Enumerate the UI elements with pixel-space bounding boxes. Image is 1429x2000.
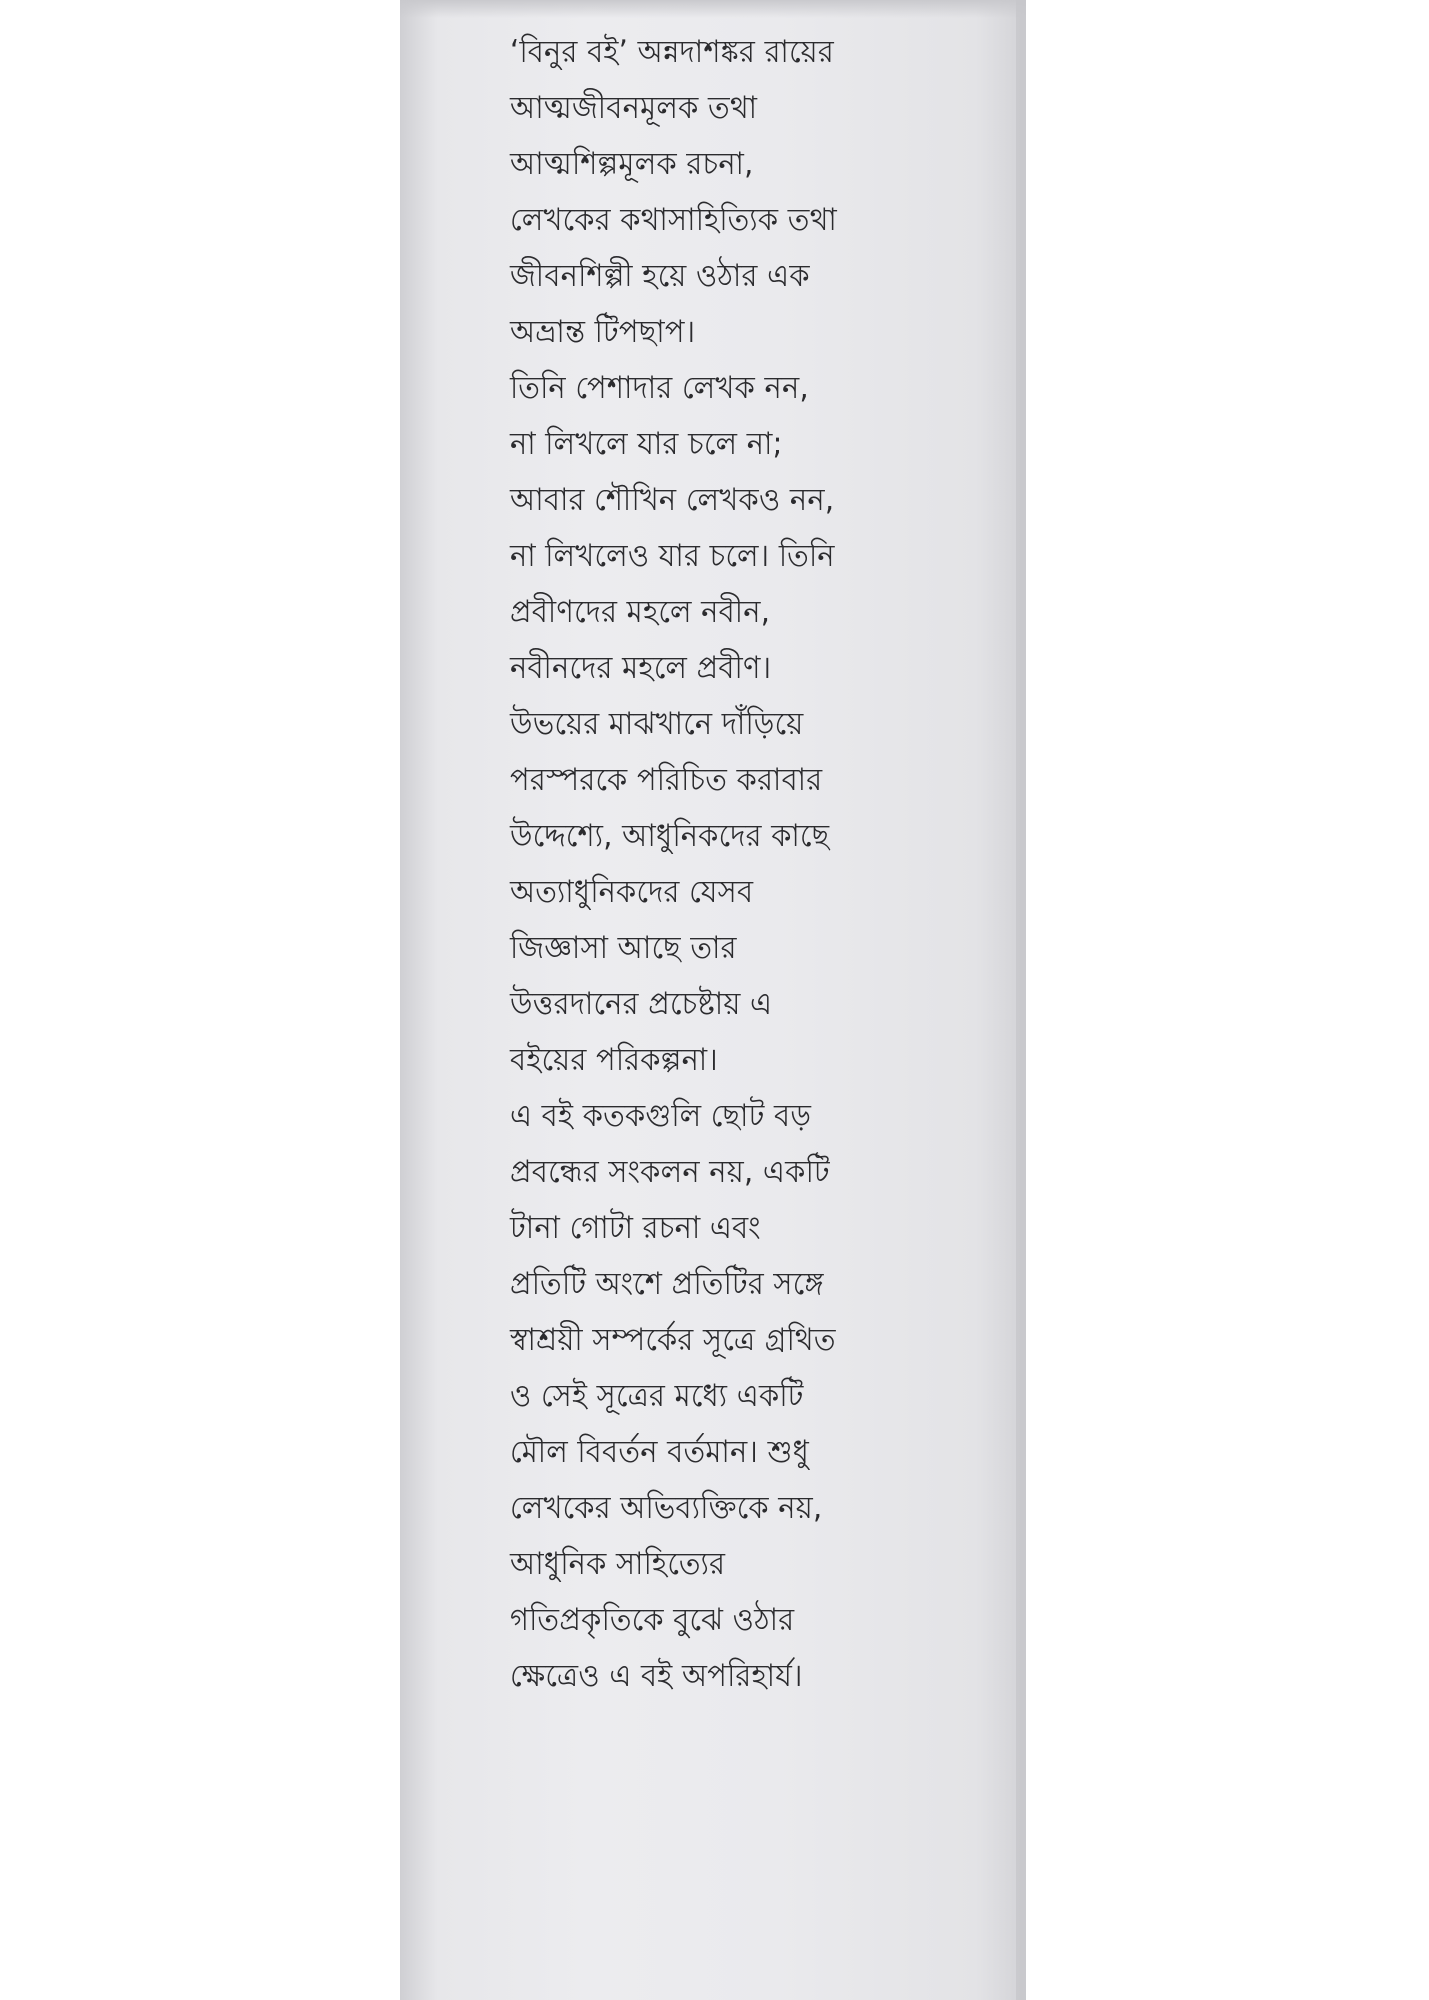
text-line: টানা গোটা রচনা এবং <box>510 1210 761 1246</box>
paper-top-edge <box>400 0 1026 18</box>
text-line: আধুনিক সাহিত্যের <box>510 1546 726 1582</box>
text-line: লেখকের কথাসাহিত্যিক তথা <box>510 202 838 238</box>
text-line: স্বাশ্রয়ী সম্পর্কের সূত্রে গ্রথিত <box>510 1322 836 1358</box>
text-line: প্রবন্ধের সংকলন নয়, একটি <box>510 1154 830 1190</box>
text-line: লেখকের অভিব্যক্তিকে নয়, <box>510 1490 823 1526</box>
text-line: মৌল বিবর্তন বর্তমান। শুধু <box>510 1434 810 1470</box>
text-line: নবীনদের মহলে প্রবীণ। <box>510 650 772 686</box>
text-line: তিনি পেশাদার লেখক নন, <box>510 370 809 406</box>
text-line: পরস্পরকে পরিচিত করাবার <box>510 762 823 798</box>
text-line: ক্ষেত্রেও এ বই অপরিহার্য। <box>510 1658 803 1694</box>
text-line: উদ্দেশ্যে, আধুনিকদের কাছে <box>510 818 830 854</box>
text-line: আবার শৌখিন লেখকও নন, <box>510 482 835 518</box>
text-line: প্রবীণদের মহলে নবীন, <box>510 594 771 630</box>
text-line: ও সেই সূত্রের মধ্যে একটি <box>510 1378 804 1414</box>
text-line: এ বই কতকগুলি ছোট বড় <box>510 1098 812 1134</box>
paper-right-edge <box>1016 0 1026 2000</box>
text-line: না লিখলেও যার চলে। তিনি <box>510 538 835 574</box>
text-line: আত্মজীবনমূলক তথা <box>510 90 758 126</box>
text-line: জীবনশিল্পী হয়ে ওঠার এক <box>510 258 810 294</box>
text-line: জিজ্ঞাসা আছে তার <box>510 930 737 966</box>
text-line: অত্যাধুনিকদের যেসব <box>510 874 754 910</box>
text-line: আত্মশিল্পমূলক রচনা, <box>510 146 754 182</box>
text-line: গতিপ্রকৃতিকে বুঝে ওঠার <box>510 1602 795 1638</box>
blurb-text <box>510 24 990 1704</box>
text-line: ‘বিনুর বই’ অন্নদাশঙ্কর রায়ের <box>510 34 835 70</box>
text-line: উভয়ের মাঝখানে দাঁড়িয়ে <box>510 706 804 742</box>
text-line: উত্তরদানের প্রচেষ্টায় এ <box>510 986 773 1022</box>
text-line: অভ্রান্ত টিপছাপ। <box>510 314 696 350</box>
text-line: বইয়ের পরিকল্পনা। <box>510 1042 719 1078</box>
text-line: না লিখলে যার চলে না; <box>510 426 783 462</box>
text-line: প্রতিটি অংশে প্রতিটির সঙ্গে <box>510 1266 824 1302</box>
